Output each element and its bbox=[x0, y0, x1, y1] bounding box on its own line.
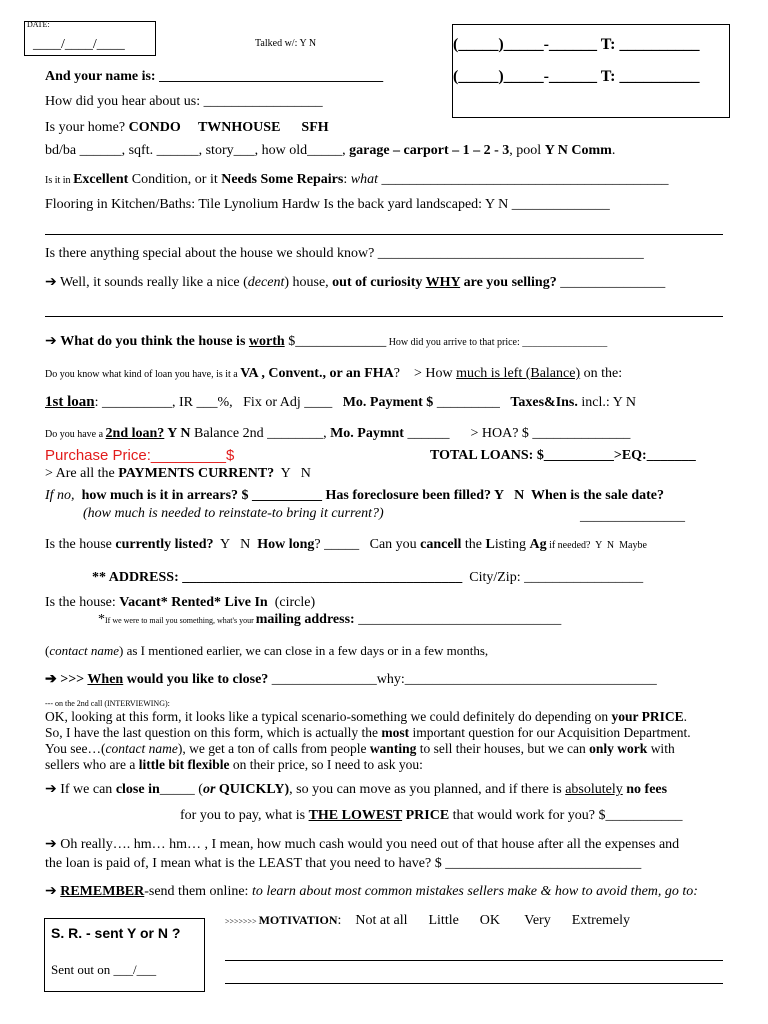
flooring-line[interactable]: Flooring in Kitchen/Baths: Tile Lynolium Hardw Is the back yard landscaped: Y N ______________ bbox=[45, 197, 610, 212]
remember: REMEMBER bbox=[60, 884, 145, 899]
motivation-blank-2[interactable] bbox=[225, 983, 723, 984]
worth-blank[interactable]: $_____________ bbox=[284, 334, 387, 349]
ok-little: little bit flexible bbox=[138, 757, 230, 772]
motivation-prefix: >>>>>>> bbox=[225, 917, 259, 926]
motivation-options[interactable]: : Not at all Little OK Very Extremely bbox=[337, 913, 631, 928]
payments-bold: PAYMENTS CURRENT? bbox=[118, 466, 275, 481]
mailing-line[interactable] bbox=[98, 612, 561, 629]
ok-paragraph-4 bbox=[45, 757, 423, 773]
taxes: Taxes&Ins. bbox=[510, 395, 578, 410]
ok-paragraph-3 bbox=[45, 741, 675, 757]
loan-type-question[interactable] bbox=[45, 366, 622, 383]
listed-mid[interactable]: ? _____ Can you bbox=[314, 537, 421, 552]
second-loan-label: 2nd loan? bbox=[105, 426, 165, 441]
ok-wanting: wanting bbox=[369, 741, 417, 756]
ok-p2b: important question for our Acquisition Department. bbox=[409, 725, 691, 740]
arrears-end: is the sale date? bbox=[566, 488, 664, 503]
mail-blank[interactable]: _____________________________ bbox=[354, 612, 562, 627]
first-loan-label: 1st loan bbox=[45, 394, 95, 410]
second-small: Do you have a bbox=[45, 429, 106, 440]
loan-much: much is left (Balance) bbox=[456, 366, 581, 381]
worth-small[interactable]: How did you arrive to that price: _________________ bbox=[386, 337, 608, 348]
hear-question[interactable]: How did you hear about us: _________________ bbox=[45, 94, 323, 109]
talked-with[interactable]: Talked w/: Y N bbox=[255, 38, 317, 49]
city-zip[interactable]: City/Zip: _________________ bbox=[462, 570, 644, 585]
ok-paragraph-1 bbox=[45, 709, 687, 725]
second-yn[interactable]: Y N bbox=[164, 426, 191, 441]
when-rest: would you like to close? bbox=[123, 672, 269, 687]
blank-line-2[interactable] bbox=[45, 316, 723, 317]
loan-end: on the: bbox=[580, 366, 623, 381]
or-word: or bbox=[202, 782, 216, 797]
selling-why: WHY bbox=[425, 275, 461, 290]
ok-p3b: ), we get a ton of calls from people bbox=[177, 741, 370, 756]
close-in-line[interactable] bbox=[45, 782, 667, 798]
motivation-blank-1[interactable] bbox=[225, 960, 723, 961]
sr-title[interactable]: S. R. - sent Y or N ? bbox=[51, 925, 181, 941]
reinstate-note: (how much is needed to reinstate-to bring it current?) bbox=[83, 506, 384, 521]
selling-bold2: are you selling? bbox=[460, 275, 557, 290]
listed-Ag: Ag bbox=[529, 537, 547, 552]
ok-most: most bbox=[381, 725, 410, 740]
quickly: QUICKLY) bbox=[215, 782, 290, 797]
contact-name: contact name bbox=[49, 643, 120, 658]
when: When bbox=[87, 672, 124, 687]
date-label: DATE: bbox=[27, 20, 50, 29]
home-types[interactable]: CONDO TWNHOUSE SFH bbox=[128, 120, 329, 135]
no-fees: no fees bbox=[622, 782, 668, 797]
bdba: bd/ba ______, sqft. ______, story___, how old_____, bbox=[45, 143, 346, 158]
selling-question[interactable] bbox=[45, 275, 665, 291]
cond-excellent: Excellent bbox=[73, 172, 129, 187]
worth-question[interactable] bbox=[45, 334, 607, 351]
ok-p4a: sellers who are a bbox=[45, 757, 139, 772]
mail-small: If we were to mail you something, what's your bbox=[105, 616, 256, 625]
worth-arrow: ➔ bbox=[45, 334, 61, 349]
house-is: Is the house: bbox=[45, 595, 120, 610]
selling-2: ) house, bbox=[284, 275, 333, 290]
payments-yn[interactable]: Y N bbox=[274, 466, 311, 481]
when-blank[interactable]: _______________why:____________________________________ bbox=[268, 672, 657, 687]
sent-out[interactable]: Sent out on ___/___ bbox=[51, 962, 157, 977]
total-loans[interactable]: TOTAL LOANS: $__________>EQ:_______ bbox=[430, 448, 696, 463]
listed-mid2: the bbox=[461, 537, 486, 552]
selling-bold1: out of curiosity bbox=[332, 275, 426, 290]
phone-line-1[interactable]: (_____)_____-______ T: __________ bbox=[453, 36, 700, 53]
house-circle: (circle) bbox=[267, 595, 316, 610]
listed-bold: currently listed? bbox=[115, 537, 214, 552]
close-in-prefix: ➔ If we can bbox=[45, 782, 116, 797]
mo-payment: Mo. Payment $ bbox=[342, 395, 434, 410]
loan-q: ? > How bbox=[393, 366, 457, 381]
when-prefix: ➔ >>> bbox=[45, 672, 88, 687]
selling-blank[interactable]: _______________ bbox=[556, 275, 666, 290]
listed-line[interactable] bbox=[45, 537, 647, 554]
ok-p3c: to sell their houses, but we can bbox=[416, 741, 590, 756]
listed-yn[interactable]: Y N bbox=[213, 537, 258, 552]
cash-line-2[interactable]: the loan is paid of, I mean what is the LEAST that you need to have? $ ____________________________ bbox=[45, 856, 642, 871]
mo-payment-blank[interactable]: _________ bbox=[433, 395, 511, 410]
remember-i: to learn about most common mistakes sellers make & how to avoid them, go to: bbox=[251, 884, 698, 899]
worth-bold: What do you think the house is bbox=[60, 334, 249, 349]
cond-prefix: Is it in bbox=[45, 175, 74, 186]
cash-line-1: ➔ Oh really…. hm… hm… , I mean, how much cash would you need out of that house after all the expenses and bbox=[45, 837, 680, 852]
ok-p3d: with bbox=[647, 741, 675, 756]
address-label[interactable]: ** ADDRESS: ________________________________________ bbox=[92, 570, 463, 585]
ok-p1-end: . bbox=[683, 709, 688, 724]
reinstate-blank[interactable]: _______________ bbox=[580, 509, 685, 524]
motivation-line[interactable] bbox=[225, 912, 630, 930]
listed-prefix: Is the house bbox=[45, 537, 116, 552]
cond-repairs: Needs Some Repairs bbox=[221, 172, 344, 187]
garage-options[interactable]: garage – carport – 1 – 2 - 3 bbox=[349, 143, 510, 158]
lowest-price-line[interactable] bbox=[180, 808, 682, 824]
remember-line bbox=[45, 884, 698, 900]
date-field[interactable]: ____/____/____ bbox=[33, 37, 125, 52]
mail-bold: mailing address: bbox=[255, 612, 355, 627]
listed-cancell: cancell bbox=[420, 537, 462, 552]
loan-types[interactable]: VA , Convent., or an FHA bbox=[240, 366, 394, 381]
remember-rest: -send them online: bbox=[144, 884, 252, 899]
listed-isting: isting bbox=[494, 537, 530, 552]
ok-price: your PRICE bbox=[611, 709, 684, 724]
cond-blank[interactable]: _________________________________________ bbox=[377, 172, 669, 187]
second-balance[interactable]: Balance 2nd ________, bbox=[190, 426, 331, 441]
phone-line-2[interactable]: (_____)_____-______ T: __________ bbox=[453, 68, 700, 85]
for-you: for you to pay, what is bbox=[180, 808, 309, 823]
pool-options[interactable]: Y N Comm bbox=[544, 143, 612, 158]
price-word: PRICE bbox=[402, 808, 450, 823]
property-details-line[interactable] bbox=[45, 143, 615, 159]
taxes-rest[interactable]: incl.: Y N bbox=[577, 395, 636, 410]
loan-small: Do you know what kind of loan you have, is it a bbox=[45, 369, 241, 380]
listed-end[interactable]: if needed? Y N Maybe bbox=[546, 540, 647, 551]
listed-long: How long bbox=[257, 537, 315, 552]
payments-current[interactable] bbox=[45, 466, 311, 482]
ok-p4b: on their price, so I need to ask you: bbox=[229, 757, 423, 772]
for-you-end[interactable]: that would work for you? $___________ bbox=[449, 808, 683, 823]
ok-p1: OK, looking at this form, it looks like a typical scenario-something we could definitely do depending on bbox=[45, 709, 612, 724]
selling-1: ➔ Well, it sounds really like a nice ( bbox=[45, 275, 248, 290]
close-in-blank[interactable]: _____ ( bbox=[159, 782, 203, 797]
if-no: If no, bbox=[45, 488, 75, 503]
close-in: close in bbox=[115, 782, 160, 797]
contact-name-2: contact name bbox=[105, 741, 178, 756]
house-status-line[interactable] bbox=[45, 595, 315, 611]
house-opts[interactable]: Vacant* Rented* Live In bbox=[119, 595, 268, 610]
first-loan-rest[interactable]: : __________, IR ___%, Fix or Adj ____ bbox=[94, 395, 343, 410]
arrears[interactable]: how much is it in arrears? $ __________ Has foreclosure been filled? Y N When bbox=[74, 488, 567, 503]
home-prefix: Is your home? bbox=[45, 120, 126, 135]
home-type-line[interactable] bbox=[45, 120, 329, 136]
purchase-price[interactable]: Purchase Price:_________$ bbox=[45, 447, 235, 464]
mail-star: * bbox=[98, 612, 105, 627]
listed-L: L bbox=[485, 537, 495, 552]
selling-decent: decent bbox=[247, 275, 285, 290]
condition-line[interactable] bbox=[45, 172, 668, 189]
second-rest[interactable]: ______ > HOA? $ ______________ bbox=[403, 426, 631, 441]
special-question[interactable]: Is there anything special about the house we should know? ______________________________________ bbox=[45, 246, 644, 261]
first-loan-line[interactable] bbox=[45, 394, 636, 411]
sr-box bbox=[44, 918, 205, 992]
name-question[interactable]: And your name is: ________________________________ bbox=[45, 69, 384, 84]
close-timing-line: (contact name) as I mentioned earlier, we can close in a few days or in a few months, bbox=[45, 643, 489, 658]
payments-prefix: > Are all the bbox=[45, 466, 119, 481]
cond-what: what bbox=[350, 172, 378, 187]
second-mo: Mo. Paymnt bbox=[330, 426, 404, 441]
ok-only: only work bbox=[589, 741, 648, 756]
pool-end: . bbox=[611, 143, 616, 158]
absolutely: absolutely bbox=[565, 782, 623, 797]
pool-prefix: , pool bbox=[509, 143, 542, 158]
close-days-rest: ) as I mentioned earlier, we can close in a few days or in a few months, bbox=[119, 643, 489, 658]
ok-p2a: So, I have the last question on this form, which is actually the bbox=[45, 725, 382, 740]
close-in-rest: , so you can move as you planned, and if there is bbox=[289, 782, 566, 797]
date-box bbox=[24, 21, 156, 56]
address-line[interactable] bbox=[92, 570, 643, 586]
remember-arrow: ➔ bbox=[45, 884, 61, 899]
ok-paragraph-2 bbox=[45, 725, 691, 741]
lowest: THE LOWEST bbox=[308, 808, 403, 823]
cond-colon: : bbox=[343, 172, 351, 187]
second-call-label: --- on the 2nd call (INTERVIEWING): bbox=[45, 699, 170, 708]
motivation-label: MOTIVATION bbox=[258, 913, 338, 927]
cond-mid: Condition, or it bbox=[128, 172, 222, 187]
when-close-line[interactable] bbox=[45, 672, 657, 688]
worth-u: worth bbox=[248, 334, 285, 349]
second-loan-line[interactable] bbox=[45, 426, 630, 443]
blank-line-1[interactable] bbox=[45, 234, 723, 235]
arrears-line[interactable] bbox=[45, 488, 664, 504]
ok-p3a: You see…( bbox=[45, 741, 106, 756]
